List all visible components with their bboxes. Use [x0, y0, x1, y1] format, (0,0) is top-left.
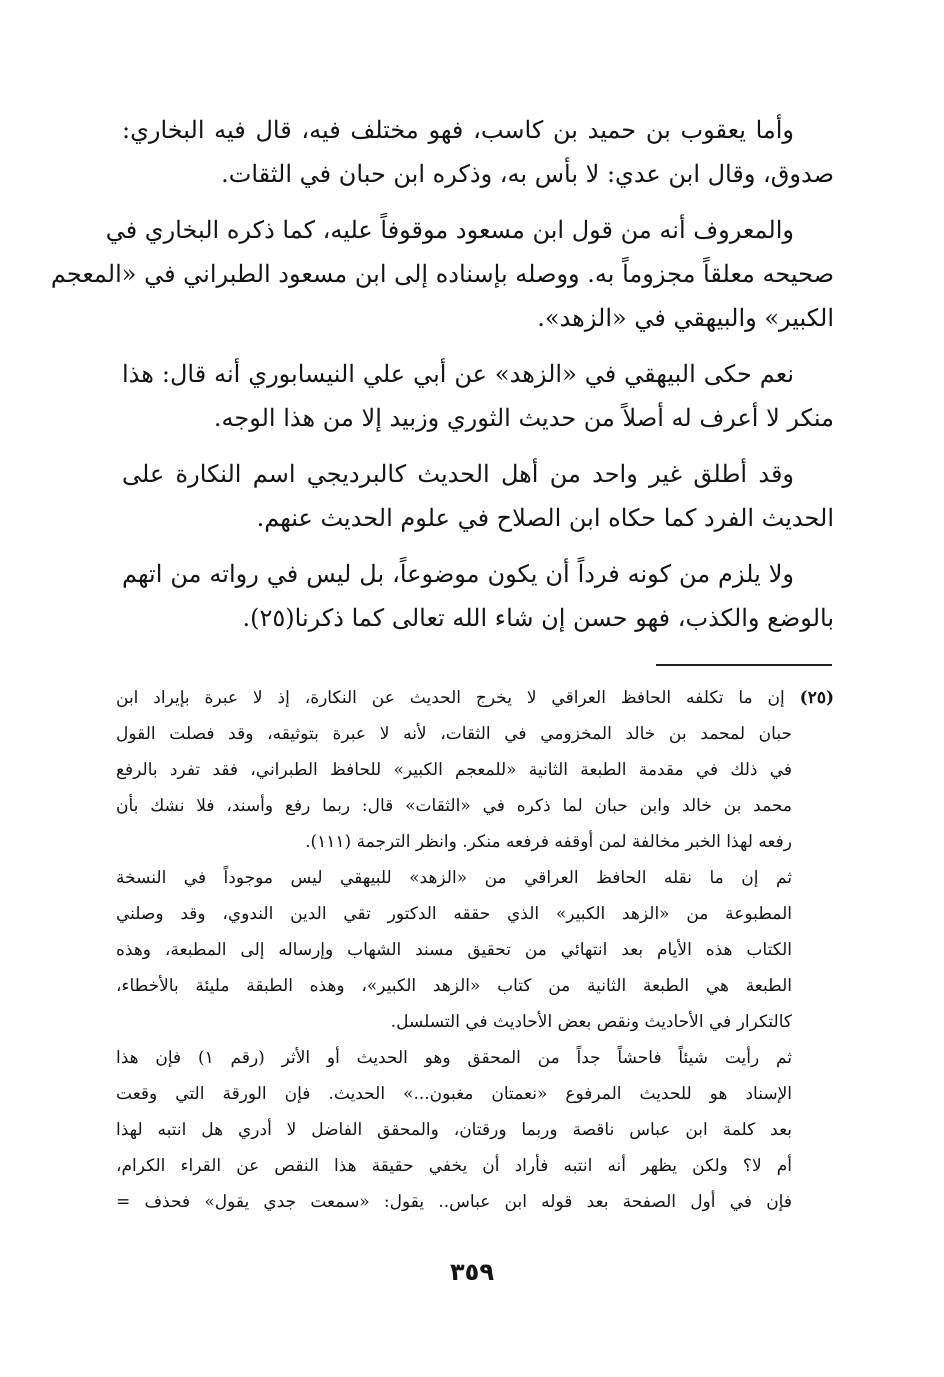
paragraph-1 — [122, 108, 834, 196]
footnotes — [116, 680, 834, 1220]
footnote-line: بعد كلمة ابن عباس ناقصة وربما ورقتان، والمحقق الفاضل لا أدري هل انتبه لهذا — [116, 1120, 792, 1140]
footnote-block-2 — [116, 860, 834, 1040]
text-line: ولا يلزم من كونه فرداً أن يكون موضوعاً، بل ليس في رواته من اتهم — [122, 560, 794, 588]
footnote-text: إن ما تكلفه الحافظ العراقي لا يخرج الحديث عن النكارة، إذ لا عبرة بإيراد ابن — [116, 688, 785, 708]
footnote-line: محمد بن خالد وابن حبان لما ذكره في «الثقات» قال: ربما رفع وأسند، فلا نشك بأن — [116, 796, 792, 816]
footnote-line: الطبعة هي الطبعة الثانية من كتاب «الزهد الكبير»، وهذه الطبقة مليئة بالأخطاء، — [116, 976, 792, 996]
footnote-line: الإسناد هو للحديث المرفوع «نعمتان مغبون...» الحديث. فإن الورقة التي وقعت — [116, 1084, 792, 1104]
footnote-line — [116, 680, 834, 716]
footnote-line: الكتاب هذه الأيام بعد انتهائي من تحقيق مسند الشهاب وإرساله إلى المطبعة، وهذه — [116, 940, 792, 960]
footnote-line: كالتكرار في الأحاديث ونقص بعض الأحاديث في التسلسل. — [390, 1012, 792, 1032]
main-text — [50, 108, 834, 652]
text-line: الحديث الفرد كما حكاه ابن الصلاح في علوم الحديث عنهم. — [256, 504, 834, 532]
paragraph-4 — [122, 452, 834, 540]
footnote-line: فإن في أول الصفحة بعد قوله ابن عباس.. يقول: «سمعت جدي يقول» فحذف = — [116, 1192, 792, 1212]
text-line: نعم حكى البيهقي في «الزهد» عن أبي علي النيسابوري أنه قال: هذا — [122, 360, 794, 388]
footnote-number: (٢٥) — [799, 688, 834, 708]
footnote-line: ثم رأيت شيئاً فاحشاً جداً من المحقق وهو الحديث أو الأثر (رقم ١) فإن هذا — [116, 1048, 793, 1068]
footnote-line: المطبوعة من «الزهد الكبير» الذي حققه الدكتور تقي الدين الندوي، وقد وصلني — [116, 904, 792, 924]
text-line: والمعروف أنه من قول ابن مسعود موقوفاً عليه، كما ذكره البخاري في — [105, 216, 794, 244]
footnote-separator — [656, 664, 832, 666]
text-line: الكبير» والبيهقي في «الزهد». — [537, 304, 834, 332]
footnote-block-3 — [116, 1040, 834, 1220]
text-line: صحيحه معلقاً مجزوماً به. ووصله بإسناده إلى ابن مسعود الطبراني في «المعجم — [50, 260, 834, 288]
footnote-line: ثم إن ما نقله الحافظ العراقي من «الزهد» للبيهقي ليس موجوداً في النسخة — [116, 868, 792, 888]
paragraph-2 — [50, 208, 834, 340]
text-line: منكر لا أعرف له أصلاً من حديث الثوري وزبيد إلا من هذا الوجه. — [213, 404, 834, 432]
footnote-line: أم لا؟ ولكن يظهر أنه انتبه فأراد أن يخفي حقيقة هذا النقص عن القراء الكرام، — [116, 1156, 792, 1176]
text-line: صدوق، وقال ابن عدي: لا بأس به، وذكره ابن حبان في الثقات. — [221, 160, 834, 188]
paragraph-5 — [122, 552, 834, 640]
text-line: بالوضع والكذب، فهو حسن إن شاء الله تعالى كما ذكرنا(٢٥). — [242, 604, 834, 632]
footnote-line: حبان لمحمد بن خالد المخزومي في الثقات، لأنه لا عبرة بتوثيقه، وقد فصلت القول — [116, 724, 792, 744]
footnote-line: رفعه لهذا الخبر مخالفة لمن أوقفه فرفعه منكر. وانظر الترجمة (١١١). — [305, 832, 792, 852]
footnote-block-1 — [116, 680, 834, 860]
text-line: وقد أطلق غير واحد من أهل الحديث كالبرديجي اسم النكارة على — [122, 460, 794, 488]
text-line: وأما يعقوب بن حميد بن كاسب، فهو مختلف فيه، قال فيه البخاري: — [122, 116, 794, 144]
footnote-line: في ذلك في مقدمة الطبعة الثانية «للمعجم الكبير» للحافظ الطبراني، فقد تفرد بالرفع — [116, 760, 792, 780]
page-number: ٣٥٩ — [450, 1258, 494, 1286]
paragraph-3 — [122, 352, 834, 440]
